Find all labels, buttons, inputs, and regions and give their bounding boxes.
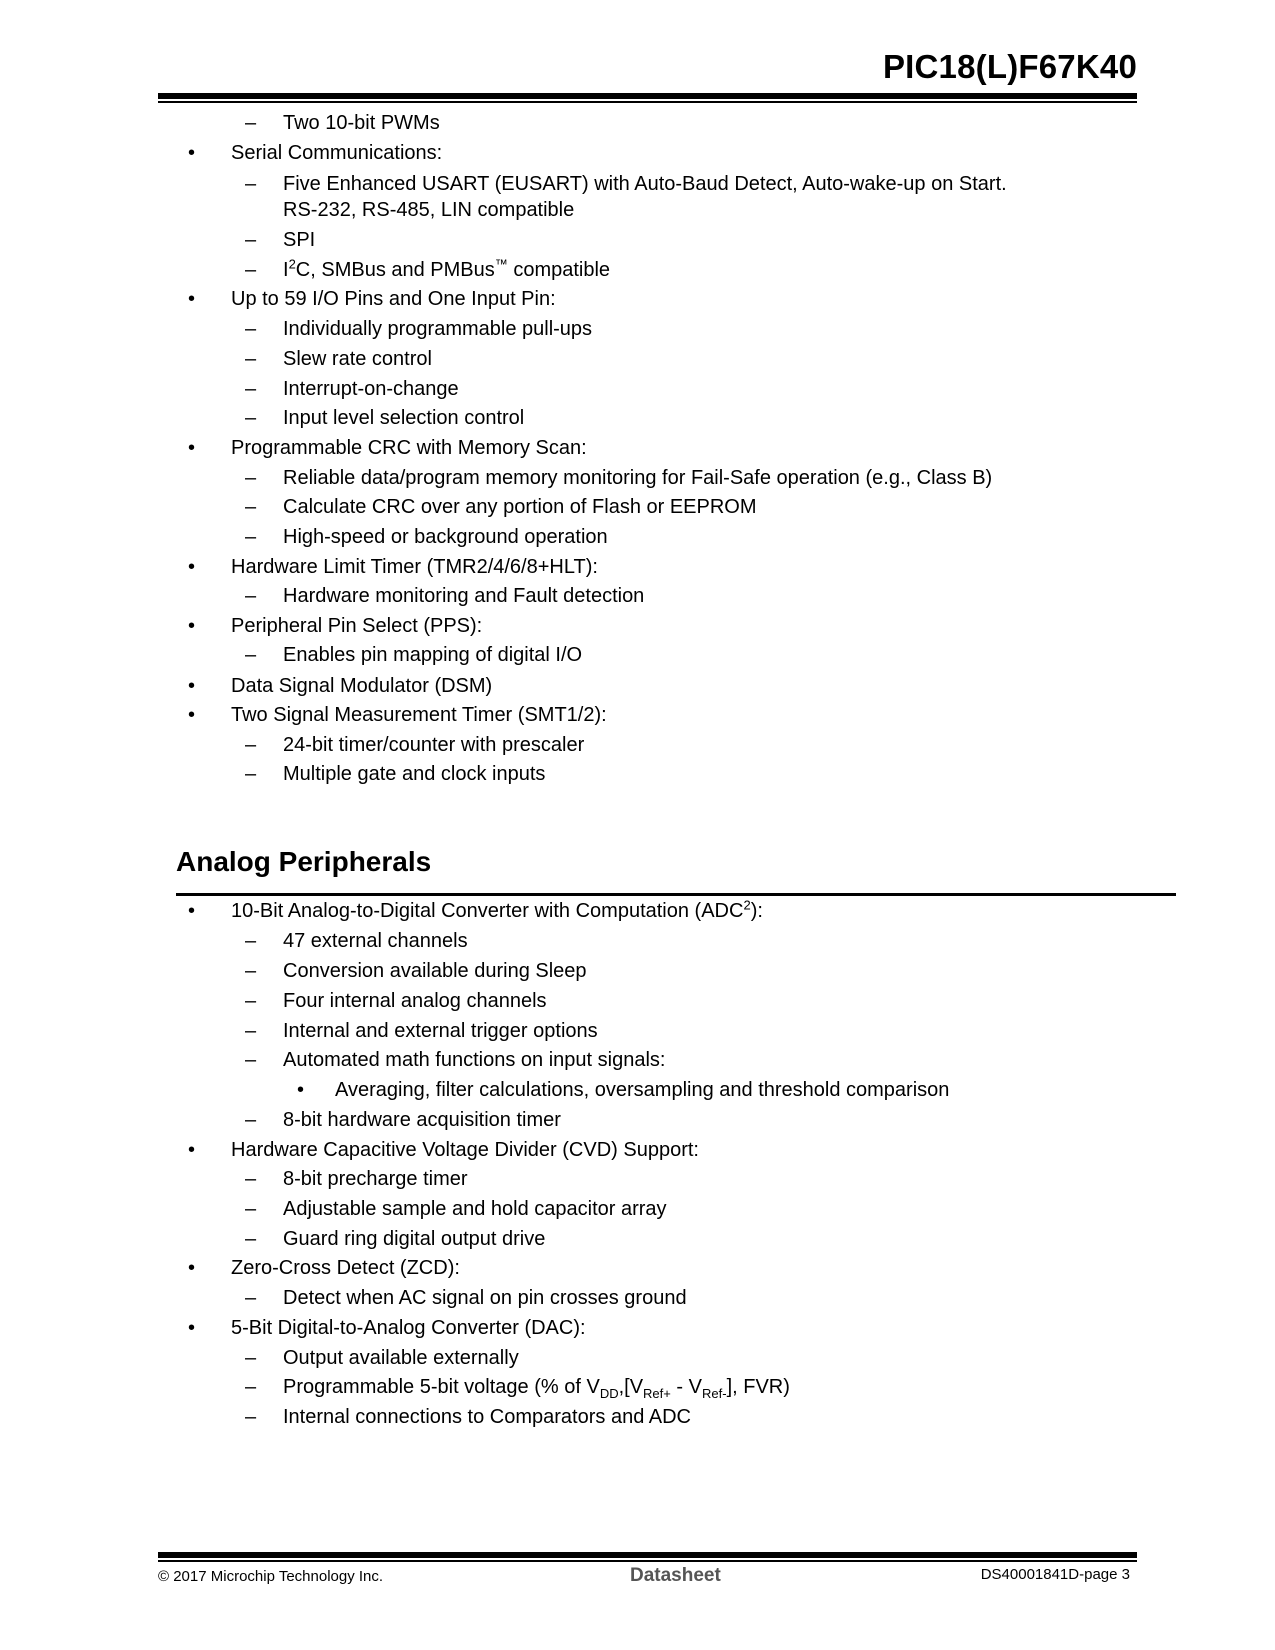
list-item — [0, 141, 1275, 167]
item-text: Detect when AC signal on pin crosses ground — [283, 1287, 687, 1309]
list-subitem — [0, 347, 1275, 373]
item-text: Internal and external trigger options — [283, 1020, 598, 1042]
bullet-marker: • — [188, 675, 196, 697]
dash-marker: – — [245, 112, 257, 134]
item-text: Hardware monitoring and Fault detection — [283, 585, 645, 607]
header-rule-thick — [158, 93, 1137, 99]
list-subitem — [0, 959, 1275, 985]
item-text: Serial Communications: — [231, 142, 443, 164]
dash-marker: – — [245, 763, 257, 785]
list-item — [0, 614, 1275, 640]
section-rule — [176, 893, 1176, 896]
item-text: Averaging, filter calculations, oversampling and threshold comparison — [335, 1079, 950, 1101]
dash-marker: – — [245, 1109, 257, 1131]
section-heading-analog: Analog Peripherals — [176, 846, 432, 877]
item-text: Data Signal Modulator (DSM) — [231, 675, 493, 697]
list-item — [0, 674, 1275, 700]
list-subitem — [0, 1227, 1275, 1253]
list-item — [0, 703, 1275, 729]
dac-s3: Ref- — [702, 1386, 727, 1401]
i2c-post: compatible — [507, 259, 611, 281]
list-subitem — [0, 1019, 1275, 1045]
list-item — [0, 1256, 1275, 1282]
list-subitem — [0, 111, 1275, 137]
dash-marker: – — [245, 496, 257, 518]
bullet-marker: • — [188, 900, 196, 922]
dash-marker: – — [245, 229, 257, 251]
list-subitem — [0, 1346, 1275, 1372]
bullet-marker: • — [188, 1317, 196, 1339]
dash-marker: – — [245, 526, 257, 548]
item-text: Enables pin mapping of digital I/O — [283, 644, 583, 666]
list-subitem — [0, 377, 1275, 403]
list-item — [0, 555, 1275, 581]
item-text: Internal connections to Comparators and ADC — [283, 1406, 691, 1428]
item-text: Up to 59 I/O Pins and One Input Pin: — [231, 288, 556, 310]
item-text: Zero-Cross Detect (ZCD): — [231, 1257, 460, 1279]
dash-marker: – — [245, 1228, 257, 1250]
item-text: Two Signal Measurement Timer (SMT1/2): — [231, 704, 607, 726]
list-subitem — [0, 1286, 1275, 1312]
list-subitem — [0, 929, 1275, 955]
item-text — [283, 1375, 790, 1399]
item-text: 47 external channels — [283, 930, 468, 952]
dash-marker: – — [245, 585, 257, 607]
item-text: Slew rate control — [283, 348, 432, 370]
header-rule-thin — [158, 101, 1137, 103]
adc-post: ): — [750, 900, 763, 922]
list-item — [0, 1316, 1275, 1342]
item-text: Individually programmable pull-ups — [283, 318, 593, 340]
list-subitem — [0, 762, 1275, 788]
bullet-marker: • — [188, 704, 196, 726]
dash-marker: – — [245, 1049, 257, 1071]
list-item — [0, 899, 1275, 925]
item-text: Multiple gate and clock inputs — [283, 763, 546, 785]
dash-marker: – — [245, 173, 257, 195]
item-text: RS-232, RS-485, LIN compatible — [283, 199, 575, 221]
dac-p2: ,[V — [618, 1376, 644, 1398]
list-subitem — [0, 466, 1275, 492]
footer-rule-thin — [158, 1560, 1137, 1562]
item-text: Automated math functions on input signals: — [283, 1049, 666, 1071]
bullet-marker: • — [188, 142, 196, 164]
item-text: Four internal analog channels — [283, 990, 547, 1012]
list-subitem — [0, 525, 1275, 551]
dash-marker: – — [245, 467, 257, 489]
dash-marker: – — [245, 1198, 257, 1220]
footer-page-number: DS40001841D-page 3 — [980, 1566, 1130, 1583]
dash-marker: – — [245, 407, 257, 429]
list-subitem — [0, 1048, 1275, 1074]
item-text: Conversion available during Sleep — [283, 960, 587, 982]
list-subitem — [0, 1167, 1275, 1193]
item-text: Adjustable sample and hold capacitor array — [283, 1198, 667, 1220]
list-subitem — [0, 495, 1275, 521]
dash-marker: – — [245, 644, 257, 666]
dac-p1: Programmable 5-bit voltage (% of V — [283, 1376, 600, 1398]
dash-marker: – — [245, 378, 257, 400]
item-text: SPI — [283, 229, 316, 251]
item-text: Guard ring digital output drive — [283, 1228, 546, 1250]
item-text: Reliable data/program memory monitoring for Fail-Safe operation (e.g., Class B) — [283, 467, 993, 489]
footer-doc-type: Datasheet — [630, 1565, 721, 1586]
list-subitem — [0, 733, 1275, 759]
list-subitem — [0, 1108, 1275, 1134]
dash-marker: – — [245, 348, 257, 370]
item-text: 8-bit hardware acquisition timer — [283, 1109, 561, 1131]
list-subitem — [0, 1405, 1275, 1431]
dash-marker: – — [245, 734, 257, 756]
i2c-sup: 2 — [288, 256, 296, 272]
dash-marker: – — [245, 930, 257, 952]
dash-marker: – — [245, 1287, 257, 1309]
item-text: 24-bit timer/counter with prescaler — [283, 734, 585, 756]
item-text: 8-bit precharge timer — [283, 1168, 468, 1190]
dac-s1: DD — [599, 1386, 619, 1401]
dash-marker: – — [245, 1168, 257, 1190]
item-text: Input level selection control — [283, 407, 525, 429]
item-text — [231, 899, 763, 923]
item-text: 5-Bit Digital-to-Analog Converter (DAC): — [231, 1317, 586, 1339]
item-text: Calculate CRC over any portion of Flash or EEPROM — [283, 496, 757, 518]
item-text: Programmable CRC with Memory Scan: — [231, 437, 587, 459]
footer-rule-thick — [158, 1552, 1137, 1558]
trademark-symbol: ™ — [494, 256, 508, 272]
adc-pre: 10-Bit Analog-to-Digital Converter with Computation (ADC — [231, 900, 744, 922]
list-subitem — [0, 228, 1275, 254]
dac-p3: - V — [670, 1376, 702, 1398]
adc-sup: 2 — [743, 897, 751, 913]
item-text: Hardware Capacitive Voltage Divider (CVD) Support: — [231, 1139, 699, 1161]
document-title: PIC18(L)F67K40 — [882, 48, 1137, 85]
list-subitem — [0, 1197, 1275, 1223]
item-text: Five Enhanced USART (EUSART) with Auto-Baud Detect, Auto-wake-up on Start. — [283, 173, 1007, 195]
list-subitem — [0, 198, 1275, 224]
item-text: Peripheral Pin Select (PPS): — [231, 615, 483, 637]
dash-marker: – — [245, 1406, 257, 1428]
dash-marker: – — [245, 1347, 257, 1369]
dash-marker: – — [245, 990, 257, 1012]
bullet-marker: • — [188, 615, 196, 637]
list-item — [0, 436, 1275, 462]
list-subitem — [0, 172, 1275, 198]
footer-copyright: © 2017 Microchip Technology Inc. — [158, 1568, 384, 1585]
dash-marker: – — [245, 259, 257, 281]
list-subitem — [0, 317, 1275, 343]
bullet-marker: • — [188, 556, 196, 578]
list-subitem — [0, 643, 1275, 669]
dac-p4: ], FVR) — [726, 1376, 790, 1398]
dash-marker: – — [245, 960, 257, 982]
list-subitem — [0, 258, 1275, 284]
bullet-marker: • — [188, 1257, 196, 1279]
dac-s2: Ref+ — [643, 1386, 671, 1401]
list-item — [0, 287, 1275, 313]
item-text: High-speed or background operation — [283, 526, 608, 548]
item-text — [283, 258, 610, 282]
dash-marker: – — [245, 1020, 257, 1042]
i2c-mid: C, SMBus and PMBus — [295, 259, 495, 281]
dash-marker: – — [245, 1376, 257, 1398]
list-subsubitem — [0, 1078, 1275, 1104]
bullet-marker: • — [188, 1139, 196, 1161]
bullet-marker: • — [188, 288, 196, 310]
item-text: Hardware Limit Timer (TMR2/4/6/8+HLT): — [231, 556, 598, 578]
item-text: Two 10-bit PWMs — [283, 112, 440, 134]
dash-marker: – — [245, 318, 257, 340]
list-subitem — [0, 989, 1275, 1015]
item-text: Interrupt-on-change — [283, 378, 459, 400]
list-subitem — [0, 406, 1275, 432]
list-subitem — [0, 584, 1275, 610]
list-subitem — [0, 1375, 1275, 1401]
list-item — [0, 1138, 1275, 1164]
item-text: Output available externally — [283, 1347, 519, 1369]
i2c-pre: I — [283, 259, 289, 281]
bullet-marker: • — [188, 437, 196, 459]
bullet-marker: • — [297, 1079, 305, 1101]
